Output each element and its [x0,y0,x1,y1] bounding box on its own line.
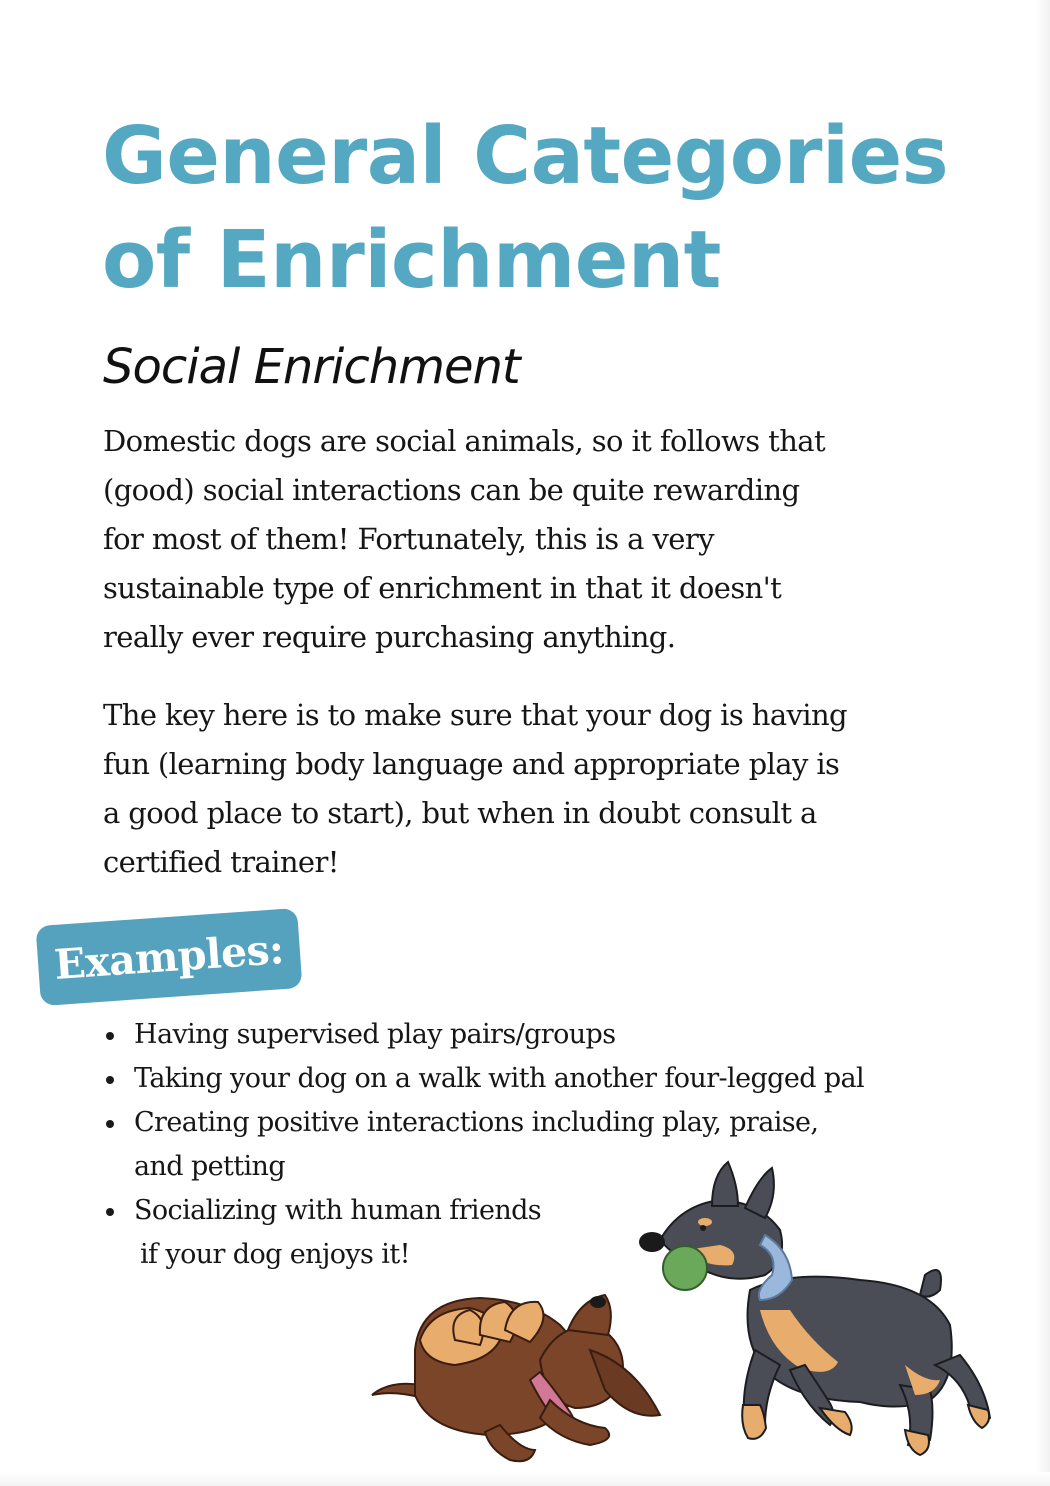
list-item [103,1013,994,1057]
paragraph-line: for most of them! Fortunately, this is a very [103,522,714,556]
list-item-text: Taking your dog on a walk with another four-legged pal [134,1063,865,1094]
black-and-tan-dog-icon [639,1162,990,1455]
paragraph-line: fun (learning body language and appropriate play is [103,747,840,781]
intro-paragraph [103,417,825,662]
list-item [103,1057,994,1101]
examples-badge-label: Examples: [52,925,286,989]
brown-dog-rolling-icon [372,1295,660,1461]
page-title [102,104,948,312]
list-item-text: Creating positive interactions including play, praise, [134,1107,819,1138]
list-item-text: Having supervised play pairs/groups [134,1019,616,1050]
examples-badge [36,908,303,1006]
two-dogs-playing-illustration [360,1150,1000,1480]
paragraph-line: (good) social interactions can be quite rewarding [103,473,800,507]
paragraph-line: Domestic dogs are social animals, so it follows that [103,424,826,458]
list-item-text: and petting [134,1151,286,1182]
paragraph-line: The key here is to make sure that your dog is having [103,698,848,732]
list-item-text: Socializing with human friends [134,1195,542,1226]
page-title-line: of Enrichment [102,214,721,306]
list-item-text: if your dog enjoys it! [140,1239,410,1270]
paragraph-line: certified trainer! [103,845,339,879]
paragraph-line: sustainable type of enrichment in that it doesn't [103,571,782,605]
paragraph-line: a good place to start), but when in doubt consult a [103,796,817,830]
page-title-line: General Categories [102,110,949,202]
advice-paragraph [103,691,847,887]
paragraph-line: really ever require purchasing anything. [103,620,676,654]
section-subtitle: Social Enrichment [103,339,520,395]
page-edge-shadow-right [1036,0,1050,1486]
